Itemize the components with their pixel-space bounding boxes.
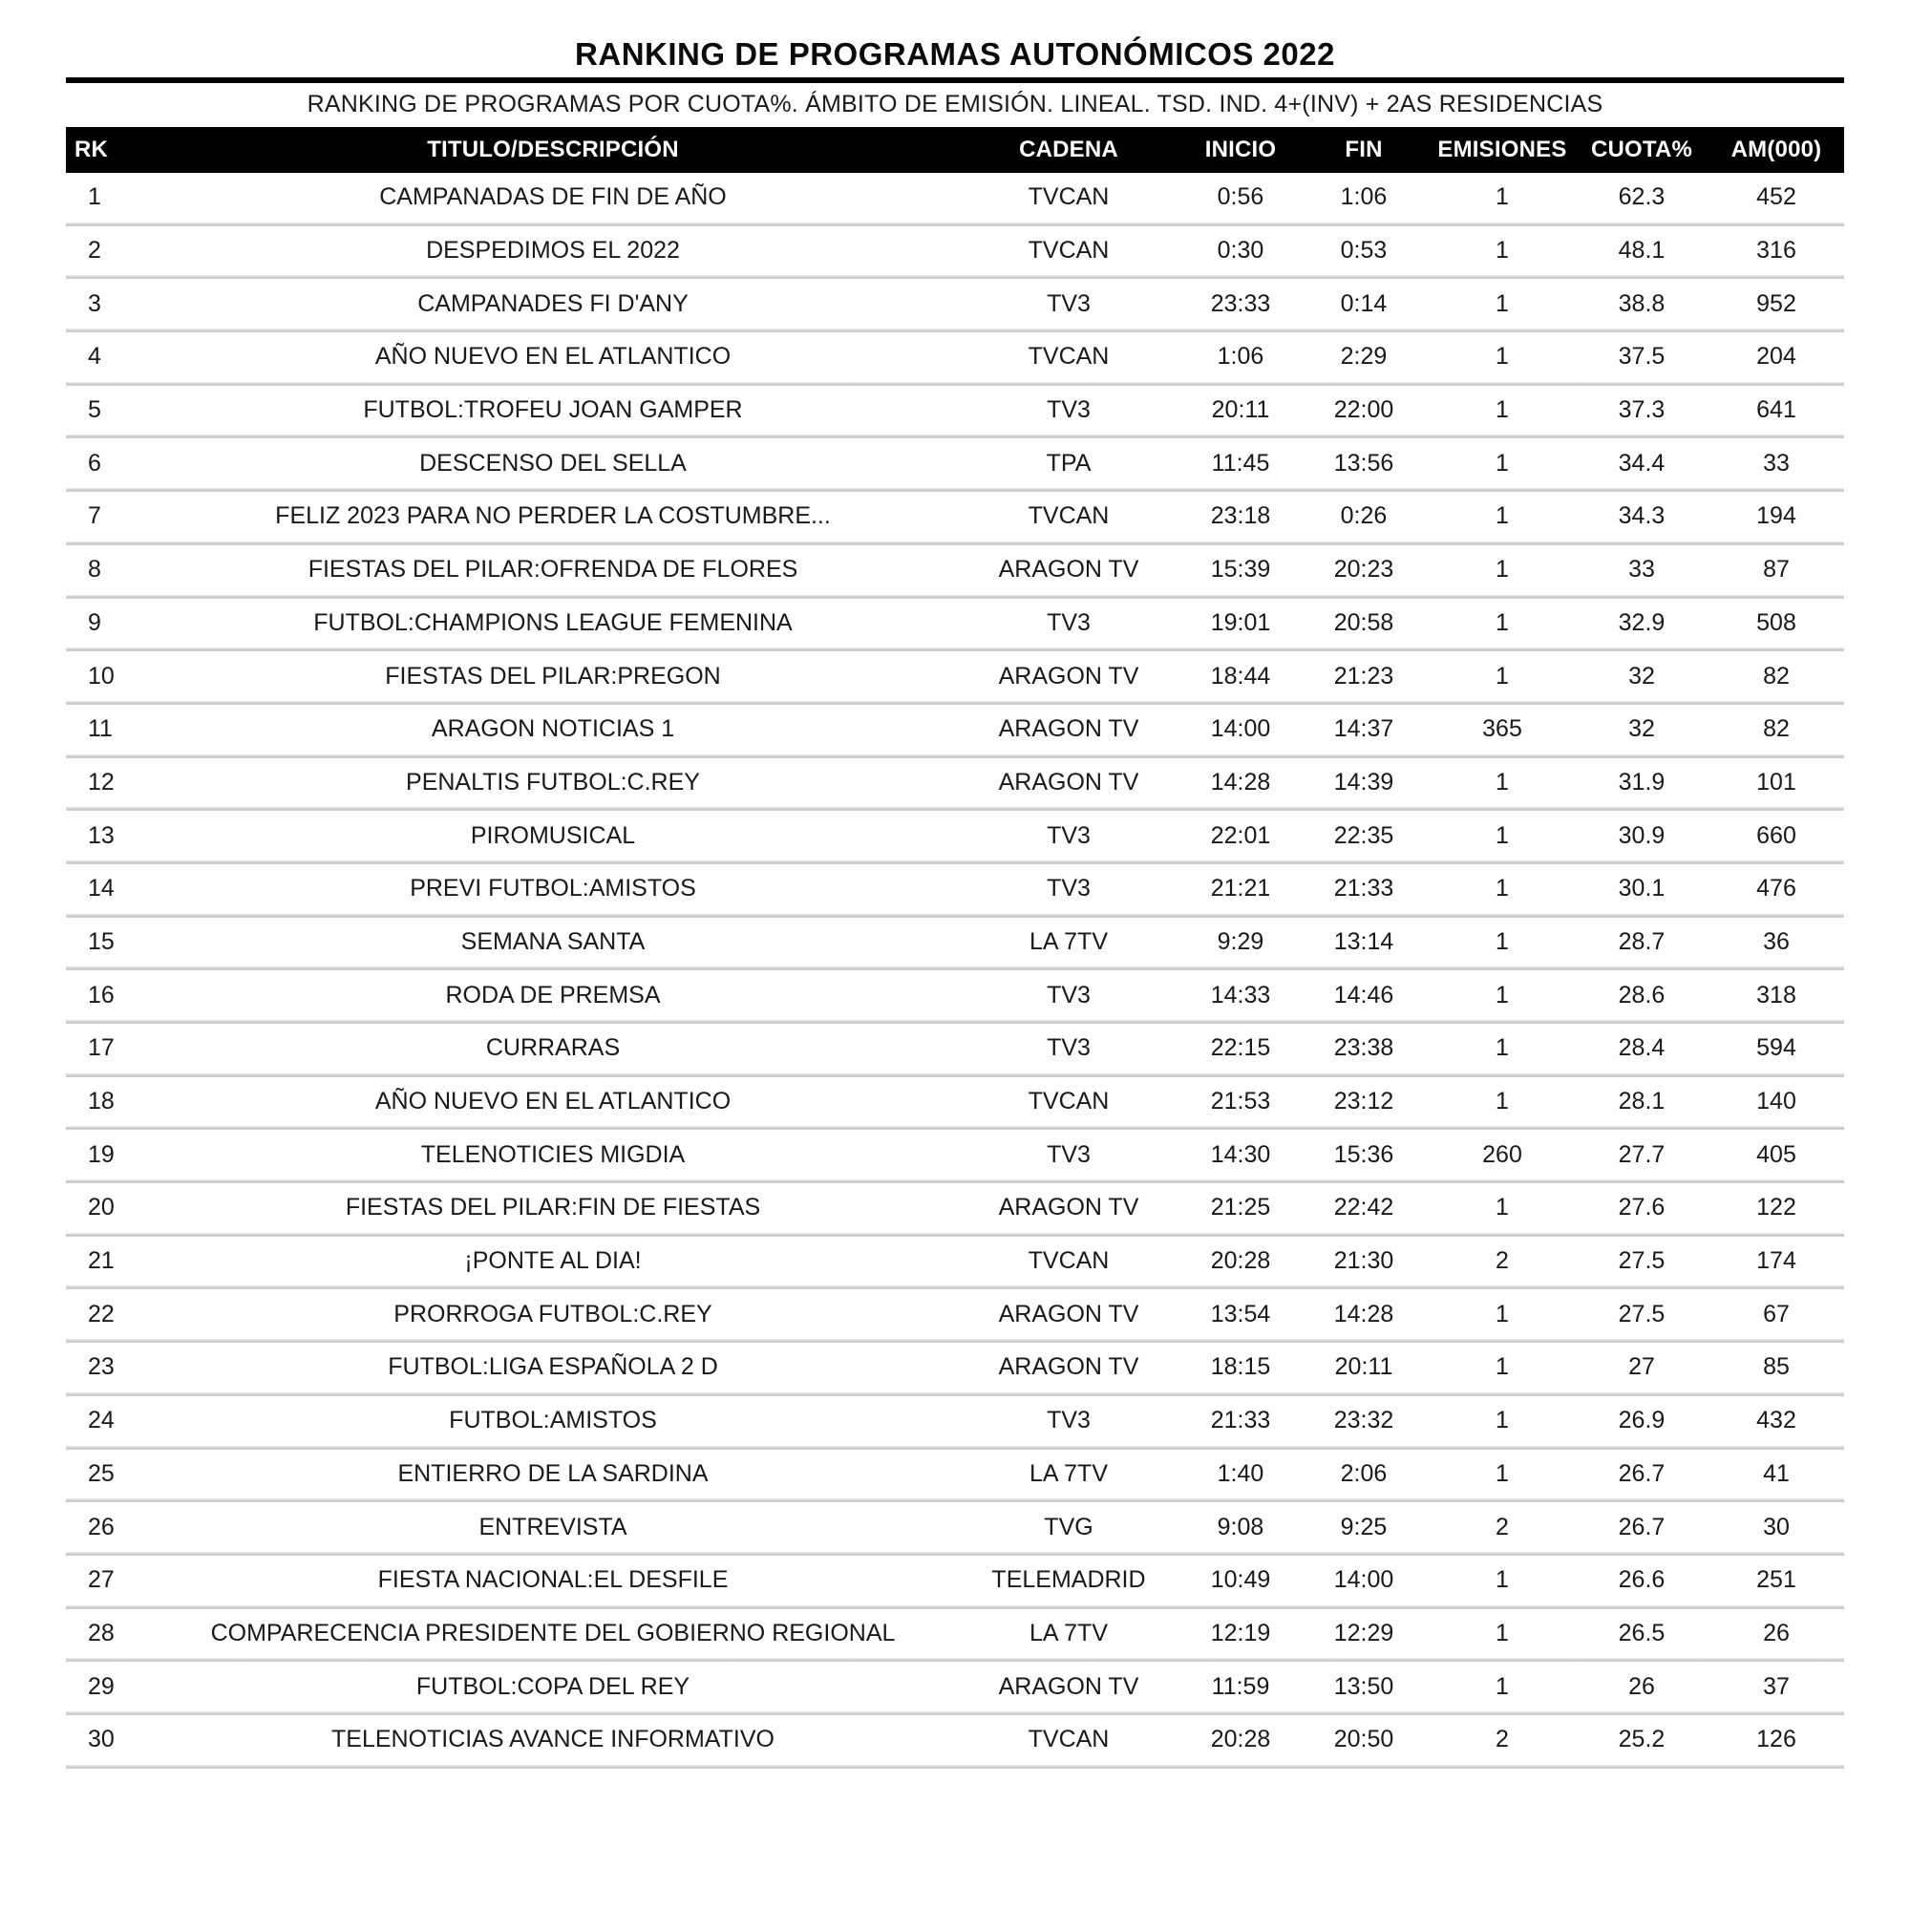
- cell-cadena: LA 7TV: [1029, 1459, 1108, 1487]
- cell-fin: 2:29: [1340, 343, 1388, 371]
- cell-cadena: TVCAN: [1028, 183, 1110, 211]
- ranking-table: [66, 127, 1844, 1769]
- cell-emisiones: 1: [1496, 768, 1509, 796]
- cell-titulo-descripcion: FIESTAS DEL PILAR:FIN DE FIESTAS: [345, 1194, 761, 1221]
- cell-cadena: ARAGON TV: [998, 1300, 1139, 1327]
- cell-emisiones: 2: [1496, 1726, 1509, 1753]
- cell-inicio: 21:53: [1210, 1088, 1271, 1115]
- cell-cuota: 38.8: [1618, 289, 1666, 317]
- table-row: [66, 811, 1844, 864]
- cell-titulo-descripcion: FIESTAS DEL PILAR:PREGON: [385, 662, 721, 690]
- cell-titulo-descripcion: FUTBOL:TROFEU JOAN GAMPER: [363, 396, 743, 424]
- cell-emisiones: 1: [1496, 1034, 1509, 1062]
- cell-cuota: 26.9: [1618, 1407, 1666, 1434]
- cell-inicio: 23:18: [1210, 502, 1271, 530]
- cell-cuota: 27.5: [1618, 1247, 1666, 1275]
- cell-inicio: 13:54: [1210, 1300, 1271, 1327]
- cell-fin: 12:29: [1333, 1619, 1394, 1646]
- cell-cadena: TV3: [1047, 396, 1091, 424]
- cell-cuota: 26.6: [1618, 1566, 1666, 1594]
- cell-am-000: 85: [1763, 1353, 1790, 1381]
- cell-rk: 22: [88, 1300, 115, 1327]
- cell-inicio: 0:30: [1217, 237, 1264, 265]
- cell-emisiones: 1: [1496, 981, 1509, 1008]
- cell-fin: 20:50: [1333, 1726, 1394, 1753]
- cell-inicio: 0:56: [1217, 183, 1264, 211]
- cell-am-000: 594: [1756, 1034, 1796, 1062]
- cell-cadena: TVCAN: [1028, 502, 1110, 530]
- cell-emisiones: 1: [1496, 289, 1509, 317]
- table-row: [66, 1237, 1844, 1290]
- cell-am-000: 641: [1756, 396, 1796, 424]
- cell-am-000: 26: [1763, 1619, 1790, 1646]
- table-row: [66, 1024, 1844, 1077]
- page-subtitle: RANKING DE PROGRAMAS POR CUOTA%. ÁMBITO DE EMISIÓN. LINEAL. TSD. IND. 4+(INV) + 2AS RESIDENCIAS: [307, 91, 1603, 117]
- table-row: [66, 864, 1844, 918]
- cell-inicio: 11:45: [1211, 449, 1270, 477]
- cell-fin: 13:14: [1333, 927, 1394, 955]
- cell-rk: 28: [88, 1619, 115, 1646]
- cell-fin: 13:50: [1333, 1672, 1394, 1700]
- report-page: [66, 0, 1844, 1769]
- cell-cuota: 32: [1628, 715, 1655, 743]
- cell-am-000: 37: [1763, 1672, 1790, 1700]
- cell-titulo-descripcion: AÑO NUEVO EN EL ATLANTICO: [374, 1088, 732, 1115]
- cell-rk: 30: [88, 1726, 115, 1753]
- cell-inicio: 1:06: [1217, 343, 1264, 371]
- cell-inicio: 11:59: [1211, 1672, 1270, 1700]
- cell-rk: 2: [88, 237, 101, 265]
- cell-rk: 9: [88, 608, 101, 636]
- cell-fin: 15:36: [1333, 1140, 1394, 1168]
- cell-fin: 14:00: [1333, 1566, 1394, 1594]
- cell-cuota: 30.1: [1618, 875, 1666, 902]
- cell-fin: 23:38: [1333, 1034, 1394, 1062]
- table-row: [66, 492, 1844, 545]
- cell-fin: 22:35: [1333, 821, 1394, 849]
- cell-cuota: 26: [1628, 1672, 1655, 1700]
- cell-am-000: 33: [1763, 449, 1790, 477]
- cell-rk: 15: [88, 927, 115, 955]
- cell-titulo-descripcion: ENTREVISTA: [478, 1513, 627, 1540]
- cell-emisiones: 1: [1496, 1300, 1509, 1327]
- cell-am-000: 41: [1763, 1459, 1790, 1487]
- cell-cadena: ARAGON TV: [998, 556, 1139, 584]
- cell-am-000: 316: [1756, 237, 1796, 265]
- cell-am-000: 87: [1763, 556, 1790, 584]
- cell-cuota: 26.5: [1618, 1619, 1666, 1646]
- cell-fin: 0:26: [1340, 502, 1388, 530]
- cell-emisiones: 1: [1496, 1194, 1509, 1221]
- cell-cadena: TVCAN: [1028, 343, 1110, 371]
- cell-cadena: ARAGON TV: [998, 662, 1139, 690]
- cell-titulo-descripcion: TELENOTICIES MIGDIA: [420, 1140, 686, 1168]
- cell-emisiones: 1: [1496, 396, 1509, 424]
- cell-inicio: 22:15: [1210, 1034, 1271, 1062]
- column-header-emisiones: EMISIONES: [1437, 137, 1567, 162]
- cell-emisiones: 260: [1482, 1140, 1522, 1168]
- cell-titulo-descripcion: ENTIERRO DE LA SARDINA: [397, 1459, 709, 1487]
- cell-titulo-descripcion: FUTBOL:LIGA ESPAÑOLA 2 D: [388, 1353, 718, 1381]
- column-header-am-000: AM(000): [1730, 137, 1822, 162]
- cell-emisiones: 1: [1496, 662, 1509, 690]
- cell-inicio: 20:28: [1210, 1726, 1271, 1753]
- table-row: [66, 386, 1844, 439]
- cell-cadena: ARAGON TV: [998, 1353, 1139, 1381]
- cell-emisiones: 1: [1496, 502, 1509, 530]
- cell-am-000: 204: [1756, 343, 1796, 371]
- cell-cuota: 28.6: [1618, 981, 1666, 1008]
- table-row: [66, 1077, 1844, 1131]
- column-header-rk: RK: [74, 137, 109, 162]
- cell-titulo-descripcion: ARAGON NOTICIAS 1: [431, 715, 675, 743]
- table-row: [66, 651, 1844, 705]
- cell-cadena: TVG: [1044, 1513, 1093, 1540]
- cell-cadena: TV3: [1047, 608, 1091, 636]
- cell-rk: 12: [88, 768, 115, 796]
- cell-am-000: 660: [1756, 821, 1796, 849]
- cell-am-000: 452: [1756, 183, 1796, 211]
- cell-am-000: 476: [1756, 875, 1796, 902]
- cell-cuota: 37.3: [1618, 396, 1666, 424]
- cell-am-000: 82: [1763, 662, 1790, 690]
- table-row: [66, 332, 1844, 386]
- cell-emisiones: 1: [1496, 1619, 1509, 1646]
- cell-rk: 25: [88, 1459, 115, 1487]
- cell-inicio: 9:29: [1217, 927, 1264, 955]
- cell-inicio: 14:33: [1210, 981, 1271, 1008]
- cell-inicio: 18:15: [1210, 1353, 1271, 1381]
- cell-fin: 0:53: [1340, 237, 1388, 265]
- cell-inicio: 15:39: [1210, 556, 1271, 584]
- cell-cuota: 27.5: [1618, 1300, 1666, 1327]
- cell-rk: 24: [88, 1407, 115, 1434]
- cell-inicio: 12:19: [1210, 1619, 1271, 1646]
- cell-am-000: 101: [1756, 768, 1796, 796]
- cell-fin: 0:14: [1340, 289, 1388, 317]
- cell-titulo-descripcion: PENALTIS FUTBOL:C.REY: [406, 768, 700, 796]
- table-row: [66, 1289, 1844, 1343]
- cell-rk: 23: [88, 1353, 115, 1381]
- table-header-row: [66, 127, 1844, 173]
- cell-cadena: ARAGON TV: [998, 768, 1139, 796]
- cell-rk: 1: [88, 183, 101, 211]
- cell-cuota: 30.9: [1618, 821, 1666, 849]
- cell-cuota: 32: [1628, 662, 1655, 690]
- table-row: [66, 438, 1844, 492]
- cell-titulo-descripcion: DESCENSO DEL SELLA: [419, 449, 687, 477]
- cell-cuota: 28.1: [1618, 1088, 1666, 1115]
- cell-fin: 20:23: [1333, 556, 1394, 584]
- cell-cadena: LA 7TV: [1029, 927, 1108, 955]
- table-row: [66, 173, 1844, 226]
- cell-am-000: 432: [1756, 1407, 1796, 1434]
- cell-cadena: TV3: [1047, 1140, 1091, 1168]
- cell-emisiones: 1: [1496, 927, 1509, 955]
- cell-cuota: 48.1: [1618, 237, 1666, 265]
- cell-cuota: 33: [1628, 556, 1655, 584]
- cell-rk: 14: [88, 875, 115, 902]
- table-row: [66, 279, 1844, 332]
- table-row: [66, 1450, 1844, 1503]
- table-row: [66, 545, 1844, 599]
- page-title: RANKING DE PROGRAMAS AUTONÓMICOS 2022: [575, 36, 1335, 72]
- cell-emisiones: 1: [1496, 183, 1509, 211]
- cell-titulo-descripcion: PRORROGA FUTBOL:C.REY: [393, 1300, 712, 1327]
- cell-am-000: 174: [1756, 1247, 1796, 1275]
- cell-inicio: 21:33: [1210, 1407, 1271, 1434]
- cell-fin: 20:11: [1334, 1353, 1393, 1381]
- cell-am-000: 140: [1756, 1088, 1796, 1115]
- cell-titulo-descripcion: FIESTA NACIONAL:EL DESFILE: [377, 1566, 729, 1594]
- cell-inicio: 14:30: [1210, 1140, 1271, 1168]
- cell-titulo-descripcion: CAMPANADES FI D'ANY: [417, 289, 689, 317]
- cell-rk: 4: [88, 343, 101, 371]
- cell-cadena: LA 7TV: [1029, 1619, 1108, 1646]
- cell-emisiones: 1: [1496, 1353, 1509, 1381]
- cell-fin: 21:30: [1333, 1247, 1394, 1275]
- cell-emisiones: 1: [1496, 875, 1509, 902]
- cell-rk: 18: [88, 1088, 115, 1115]
- cell-cadena: TVCAN: [1028, 1088, 1110, 1115]
- cell-fin: 22:00: [1333, 396, 1394, 424]
- cell-emisiones: 1: [1496, 1088, 1509, 1115]
- cell-inicio: 1:40: [1217, 1459, 1264, 1487]
- table-row: [66, 1502, 1844, 1556]
- cell-cuota: 34.3: [1618, 502, 1666, 530]
- cell-titulo-descripcion: FUTBOL:COPA DEL REY: [415, 1672, 690, 1700]
- cell-cuota: 28.4: [1618, 1034, 1666, 1062]
- cell-fin: 23:12: [1333, 1088, 1394, 1115]
- cell-fin: 14:28: [1333, 1300, 1394, 1327]
- cell-rk: 26: [88, 1513, 115, 1540]
- cell-cuota: 31.9: [1618, 768, 1666, 796]
- cell-cadena: TELEMADRID: [991, 1566, 1146, 1594]
- cell-fin: 1:06: [1340, 183, 1388, 211]
- cell-titulo-descripcion: RODA DE PREMSA: [445, 981, 661, 1008]
- cell-am-000: 251: [1756, 1566, 1796, 1594]
- cell-emisiones: 1: [1496, 821, 1509, 849]
- table-row: [66, 1662, 1844, 1715]
- column-header-inicio: INICIO: [1204, 137, 1277, 162]
- cell-rk: 29: [88, 1672, 115, 1700]
- cell-cadena: TV3: [1047, 289, 1091, 317]
- cell-am-000: 30: [1763, 1513, 1790, 1540]
- cell-am-000: 405: [1756, 1140, 1796, 1168]
- cell-titulo-descripcion: PREVI FUTBOL:AMISTOS: [410, 875, 696, 902]
- table-row: [66, 1609, 1844, 1663]
- cell-inicio: 21:21: [1210, 875, 1271, 902]
- cell-cuota: 62.3: [1618, 183, 1666, 211]
- cell-titulo-descripcion: FUTBOL:AMISTOS: [449, 1407, 657, 1434]
- cell-emisiones: 1: [1496, 1566, 1509, 1594]
- cell-fin: 21:23: [1333, 662, 1394, 690]
- cell-cuota: 28.7: [1618, 927, 1666, 955]
- cell-am-000: 36: [1763, 927, 1790, 955]
- cell-emisiones: 1: [1496, 343, 1509, 371]
- cell-am-000: 952: [1756, 289, 1796, 317]
- cell-rk: 17: [88, 1034, 115, 1062]
- cell-inicio: 18:44: [1210, 662, 1271, 690]
- cell-rk: 19: [88, 1140, 115, 1168]
- table-row: [66, 1343, 1844, 1396]
- table-row: [66, 1556, 1844, 1609]
- cell-emisiones: 1: [1496, 556, 1509, 584]
- cell-fin: 23:32: [1333, 1407, 1394, 1434]
- cell-inicio: 9:08: [1217, 1513, 1264, 1540]
- cell-cadena: TV3: [1047, 981, 1091, 1008]
- cell-emisiones: 1: [1496, 1672, 1509, 1700]
- cell-cadena: ARAGON TV: [998, 715, 1139, 743]
- cell-inicio: 23:33: [1210, 289, 1271, 317]
- cell-am-000: 318: [1756, 981, 1796, 1008]
- cell-rk: 27: [88, 1566, 115, 1594]
- cell-rk: 13: [88, 821, 115, 849]
- cell-inicio: 19:01: [1210, 608, 1271, 636]
- cell-emisiones: 1: [1496, 449, 1509, 477]
- table-body: [66, 173, 1844, 1769]
- cell-am-000: 122: [1756, 1194, 1796, 1221]
- cell-titulo-descripcion: FIESTAS DEL PILAR:OFRENDA DE FLORES: [308, 556, 798, 584]
- cell-titulo-descripcion: ¡PONTE AL DIA!: [464, 1247, 642, 1275]
- cell-titulo-descripcion: COMPARECENCIA PRESIDENTE DEL GOBIERNO REGIONAL: [210, 1619, 896, 1646]
- cell-rk: 16: [88, 981, 115, 1008]
- cell-titulo-descripcion: FUTBOL:CHAMPIONS LEAGUE FEMENINA: [313, 608, 793, 636]
- cell-fin: 2:06: [1340, 1459, 1388, 1487]
- cell-inicio: 14:00: [1210, 715, 1271, 743]
- table-row: [66, 599, 1844, 652]
- cell-cadena: TV3: [1047, 875, 1091, 902]
- cell-cuota: 26.7: [1618, 1459, 1666, 1487]
- cell-cuota: 26.7: [1618, 1513, 1666, 1540]
- cell-inicio: 21:25: [1210, 1194, 1271, 1221]
- cell-emisiones: 2: [1496, 1247, 1509, 1275]
- cell-cadena: TV3: [1047, 821, 1091, 849]
- table-row: [66, 918, 1844, 971]
- title-divider: [66, 77, 1844, 83]
- cell-rk: 10: [88, 662, 115, 690]
- cell-cadena: TVCAN: [1028, 1726, 1110, 1753]
- cell-emisiones: 1: [1496, 608, 1509, 636]
- cell-cuota: 25.2: [1618, 1726, 1666, 1753]
- column-header-titulo-descripcion: TITULO/DESCRIPCIÓN: [427, 137, 679, 162]
- cell-rk: 6: [88, 449, 101, 477]
- cell-fin: 14:37: [1333, 715, 1394, 743]
- column-header-cuota: CUOTA%: [1590, 137, 1693, 162]
- cell-fin: 14:46: [1333, 981, 1394, 1008]
- cell-rk: 11: [88, 715, 113, 743]
- column-header-fin: FIN: [1345, 137, 1383, 162]
- cell-cadena: TPA: [1046, 449, 1092, 477]
- cell-rk: 21: [88, 1247, 115, 1275]
- cell-cadena: TVCAN: [1028, 237, 1110, 265]
- cell-cuota: 34.4: [1618, 449, 1666, 477]
- cell-emisiones: 2: [1496, 1513, 1509, 1540]
- cell-titulo-descripcion: SEMANA SANTA: [460, 927, 646, 955]
- cell-cadena: ARAGON TV: [998, 1672, 1139, 1700]
- cell-cuota: 27.7: [1618, 1140, 1666, 1168]
- cell-rk: 7: [88, 502, 101, 530]
- cell-am-000: 194: [1756, 502, 1796, 530]
- cell-titulo-descripcion: CAMPANADAS DE FIN DE AÑO: [379, 183, 727, 211]
- table-row: [66, 1396, 1844, 1450]
- cell-fin: 20:58: [1333, 608, 1394, 636]
- cell-am-000: 82: [1763, 715, 1790, 743]
- cell-inicio: 20:28: [1210, 1247, 1271, 1275]
- cell-fin: 14:39: [1333, 768, 1394, 796]
- cell-am-000: 508: [1756, 608, 1796, 636]
- cell-rk: 3: [88, 289, 101, 317]
- cell-titulo-descripcion: TELENOTICIAS AVANCE INFORMATIVO: [331, 1726, 775, 1753]
- cell-cadena: TV3: [1047, 1034, 1091, 1062]
- cell-emisiones: 1: [1496, 1407, 1509, 1434]
- table-row: [66, 705, 1844, 758]
- cell-rk: 5: [88, 396, 101, 424]
- cell-emisiones: 1: [1496, 237, 1509, 265]
- cell-cuota: 27.6: [1618, 1194, 1666, 1221]
- cell-titulo-descripcion: PIROMUSICAL: [470, 821, 636, 849]
- cell-emisiones: 365: [1482, 715, 1522, 743]
- cell-cadena: ARAGON TV: [998, 1194, 1139, 1221]
- table-row: [66, 758, 1844, 812]
- table-row: [66, 970, 1844, 1024]
- cell-rk: 8: [88, 556, 101, 584]
- cell-titulo-descripcion: AÑO NUEVO EN EL ATLANTICO: [374, 343, 732, 371]
- cell-am-000: 67: [1763, 1300, 1790, 1327]
- table-row: [66, 1130, 1844, 1183]
- cell-cuota: 27: [1628, 1353, 1655, 1381]
- cell-am-000: 126: [1756, 1726, 1796, 1753]
- cell-inicio: 22:01: [1210, 821, 1271, 849]
- table-row: [66, 1715, 1844, 1769]
- cell-cuota: 32.9: [1618, 608, 1666, 636]
- cell-inicio: 20:11: [1211, 396, 1270, 424]
- cell-fin: 9:25: [1340, 1513, 1388, 1540]
- column-header-cadena: CADENA: [1019, 137, 1118, 162]
- table-row: [66, 226, 1844, 280]
- cell-cuota: 37.5: [1618, 343, 1666, 371]
- cell-fin: 22:42: [1333, 1194, 1394, 1221]
- cell-titulo-descripcion: FELIZ 2023 PARA NO PERDER LA COSTUMBRE...: [275, 502, 831, 530]
- cell-fin: 21:33: [1333, 875, 1394, 902]
- cell-cadena: TVCAN: [1028, 1247, 1110, 1275]
- cell-titulo-descripcion: CURRARAS: [485, 1034, 621, 1062]
- cell-emisiones: 1: [1496, 1459, 1509, 1487]
- cell-fin: 13:56: [1333, 449, 1394, 477]
- cell-inicio: 14:28: [1210, 768, 1271, 796]
- cell-cadena: TV3: [1047, 1407, 1091, 1434]
- cell-titulo-descripcion: DESPEDIMOS EL 2022: [426, 237, 680, 265]
- cell-rk: 20: [88, 1194, 115, 1221]
- cell-inicio: 10:49: [1210, 1566, 1271, 1594]
- table-row: [66, 1183, 1844, 1237]
